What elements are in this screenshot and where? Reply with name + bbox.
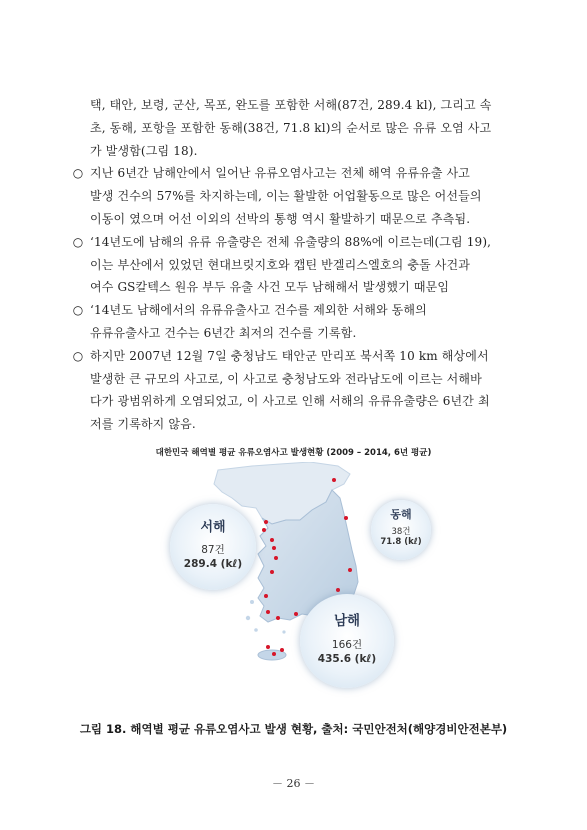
bullet-item	[70, 345, 530, 436]
intro-paragraph	[70, 94, 530, 162]
bullet-item	[70, 162, 530, 230]
west-sea-bubble	[170, 504, 256, 590]
bullet-item	[70, 231, 530, 299]
bullet-circle-icon: ○	[72, 348, 84, 363]
region-name: 동해	[390, 508, 412, 521]
bullet-item	[70, 299, 530, 345]
island	[282, 630, 285, 633]
page-number: － 26 －	[272, 777, 315, 790]
island	[250, 600, 254, 604]
text-line: 저를 기록하지 않음.	[90, 417, 196, 432]
incident-marker	[262, 528, 266, 532]
figure-caption: 그림 18. 해역별 평균 유류오염사고 발생 현황, 출처: 국민안전처(해양경비안전본부)	[79, 722, 508, 736]
incident-count: 38건	[391, 527, 411, 537]
text-line: 이는 부산에서 있었던 현대브릿지호와 캡틴 반겔리스엘호의 충돌 사건과	[90, 257, 471, 272]
south-sea-bubble	[300, 594, 394, 688]
korea-map-figure	[160, 462, 460, 684]
incident-marker	[332, 478, 336, 482]
region-name: 서해	[200, 520, 226, 535]
text-line: 지난 6년간 남해안에서 일어난 유류오염사고는 전체 해역 유류유출 사고	[90, 166, 471, 181]
island	[246, 616, 250, 620]
bullet-circle-icon: ○	[72, 166, 84, 181]
incident-marker	[270, 570, 274, 574]
text-line: 이동이 였으며 어선 이외의 선박의 통행 역시 활발하기 때문으로 추측됨.	[90, 211, 471, 226]
spill-volume: 435.6 (kℓ)	[317, 653, 377, 665]
incident-marker	[336, 588, 340, 592]
incident-count: 87건	[201, 544, 225, 556]
east-sea-bubble	[371, 500, 431, 560]
spill-volume: 71.8 (kℓ)	[380, 537, 422, 547]
text-line: 가 발생함(그림 18).	[90, 143, 198, 158]
text-line: 택, 태안, 보령, 군산, 목포, 완도를 포함한 서해(87건, 289.4 kl), 그리고 속	[90, 98, 492, 112]
spill-volume: 289.4 (kℓ)	[183, 558, 243, 570]
incident-count: 166건	[331, 639, 363, 651]
body-text	[70, 94, 530, 436]
text-line: 발생한 큰 규모의 사고로, 이 사고로 충청남도와 전라남도에 이르는 서해바	[90, 371, 482, 386]
island	[254, 628, 258, 632]
text-line: 다가 광범위하게 오염되었고, 이 사고로 인해 서해의 유류유출량은 6년간 최	[90, 394, 490, 409]
figure-title: 대한민국 해역별 평균 유류오염사고 발생현황 (2009 – 2014, 6년 평균)	[155, 448, 432, 458]
region-name: 남해	[333, 613, 361, 629]
text-line: 발생 건수의 57%를 차지하는데, 이는 활발한 어업활동으로 많은 어선들의	[90, 189, 482, 204]
incident-marker	[272, 652, 276, 656]
text-line: 초, 동해, 포항을 포함한 동해(38건, 71.8 kl)의 순서로 많은 유류 오염 사고	[90, 120, 492, 135]
incident-marker	[270, 538, 274, 542]
text-line: 하지만 2007년 12월 7일 충청남도 태안군 만리포 북서쪽 10 km 해상에서	[90, 348, 489, 363]
incident-marker	[264, 520, 268, 524]
text-line: ‘14년도에 남해의 유류 유출량은 전체 유출량의 88%에 이르는데(그림 19),	[90, 234, 492, 249]
incident-marker	[348, 568, 352, 572]
text-line: 유류유출사고 건수는 6년간 최저의 건수를 기록함.	[90, 325, 357, 340]
incident-marker	[266, 610, 270, 614]
incident-marker	[266, 645, 270, 649]
text-line: ‘14년도 남해에서의 유류유출사고 건수를 제외한 서해와 동해의	[90, 303, 427, 318]
incident-marker	[274, 556, 278, 560]
incident-marker	[272, 546, 276, 550]
incident-marker	[264, 594, 268, 598]
text-line: 여수 GS칼텍스 원유 부두 유출 사건 모두 남해해서 발생했기 때문임	[90, 280, 450, 295]
bullet-circle-icon: ○	[72, 234, 84, 249]
incident-marker	[280, 648, 284, 652]
incident-marker	[344, 516, 348, 520]
bullet-circle-icon: ○	[72, 303, 84, 318]
incident-marker	[294, 612, 298, 616]
incident-marker	[276, 616, 280, 620]
